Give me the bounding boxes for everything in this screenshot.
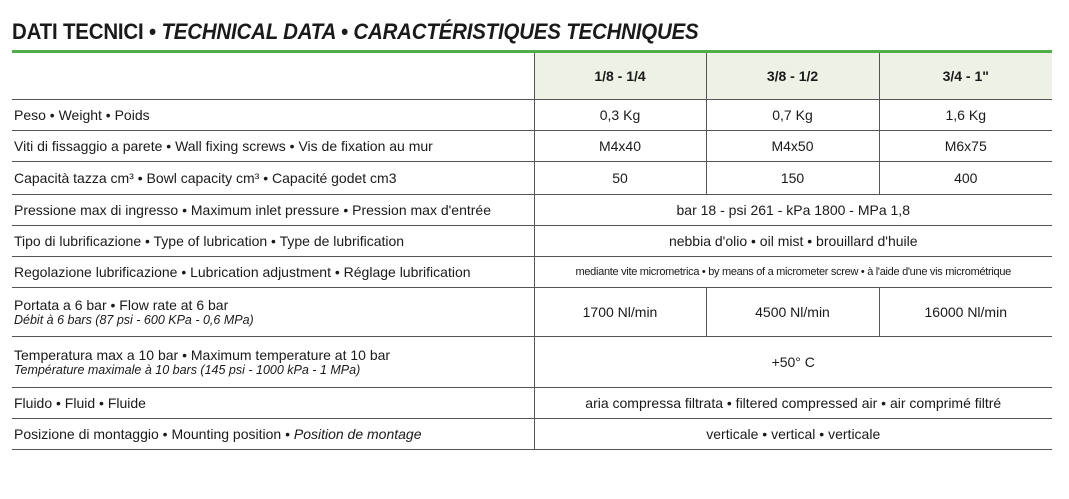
- table-row-bowl-capacity: [12, 162, 1052, 195]
- table-cell: M4x50: [706, 131, 879, 162]
- table-row-max-temperature: [12, 337, 1052, 388]
- row-label: Regolazione lubrificazione • Lubrication adjustment • Réglage lubrification: [12, 257, 534, 288]
- table-row-mounting-position: [12, 419, 1052, 450]
- row-label: Pressione max di ingresso • Maximum inlet pressure • Pression max d'entrée: [12, 195, 534, 226]
- table-row-weight: [12, 100, 1052, 131]
- table-cell: aria compressa filtrata • filtered compressed air • air comprimé filtré: [534, 388, 1052, 419]
- table-cell: 50: [534, 162, 706, 195]
- table-row-fluid: [12, 388, 1052, 419]
- table-cell: 4500 Nl/min: [706, 288, 879, 337]
- title-english-french: TECHNICAL DATA • CARACTÉRISTIQUES TECHNIQUES: [161, 19, 699, 44]
- column-header-size-2: 3/8 - 1/2: [706, 53, 879, 100]
- row-label-sub: Température maximale à 10 bars (145 psi - 1000 kPa - 1 MPa): [14, 363, 361, 377]
- row-label: Peso • Weight • Poids: [12, 100, 534, 131]
- table-row-inlet-pressure: [12, 195, 1052, 226]
- table-header-row: [12, 53, 1052, 100]
- row-label: Viti di fissaggio a parete • Wall fixing screws • Vis de fixation au mur: [12, 131, 534, 162]
- table-cell: nebbia d'olio • oil mist • brouillard d'huile: [534, 226, 1052, 257]
- table-cell: M4x40: [534, 131, 706, 162]
- table-row-lubrication-adjustment: [12, 257, 1052, 288]
- column-header-size-1: 1/8 - 1/4: [534, 53, 706, 100]
- row-label-italic: Position de montage: [293, 426, 422, 442]
- row-label-main: Posizione di montaggio • Mounting position •: [14, 426, 294, 442]
- table-row-flow-rate: [12, 288, 1052, 337]
- title-italian: DATI TECNICI •: [12, 19, 162, 44]
- row-label: Capacità tazza cm³ • Bowl capacity cm³ • Capacité godet cm3: [12, 162, 534, 195]
- row-label-main: Portata a 6 bar • Flow rate at 6 bar: [14, 297, 229, 313]
- row-label: [12, 337, 534, 388]
- table-cell: 16000 Nl/min: [879, 288, 1052, 337]
- table-cell: 1,6 Kg: [879, 100, 1052, 131]
- table-row-lubrication-type: [12, 226, 1052, 257]
- column-header-size-3: 3/4 - 1": [879, 53, 1052, 100]
- technical-data-table: [12, 53, 1052, 450]
- table-cell: 1700 Nl/min: [534, 288, 706, 337]
- row-label-main: Temperatura max a 10 bar • Maximum temperature at 10 bar: [14, 347, 391, 363]
- table-cell: 400: [879, 162, 1052, 195]
- table-cell: +50° C: [534, 337, 1052, 388]
- page-title: [12, 14, 979, 50]
- table-row-fixing-screws: [12, 131, 1052, 162]
- row-label: [12, 288, 534, 337]
- table-cell: 150: [706, 162, 879, 195]
- row-label: Tipo di lubrificazione • Type of lubrication • Type de lubrification: [12, 226, 534, 257]
- table-cell: M6x75: [879, 131, 1052, 162]
- table-cell: mediante vite micrometrica • by means of a micrometer screw • à l'aide d'une vis micrométrique: [534, 257, 1052, 288]
- row-label-sub: Débit à 6 bars (87 psi - 600 KPa - 0,6 MPa): [14, 313, 254, 327]
- header-blank-cell: [12, 53, 534, 100]
- table-cell: 0,3 Kg: [534, 100, 706, 131]
- table-cell: bar 18 - psi 261 - kPa 1800 - MPa 1,8: [534, 195, 1052, 226]
- technical-data-sheet: [12, 14, 1052, 450]
- table-cell: verticale • vertical • verticale: [534, 419, 1052, 450]
- row-label: Fluido • Fluid • Fluide: [12, 388, 534, 419]
- table-cell: 0,7 Kg: [706, 100, 879, 131]
- row-label: [12, 419, 534, 450]
